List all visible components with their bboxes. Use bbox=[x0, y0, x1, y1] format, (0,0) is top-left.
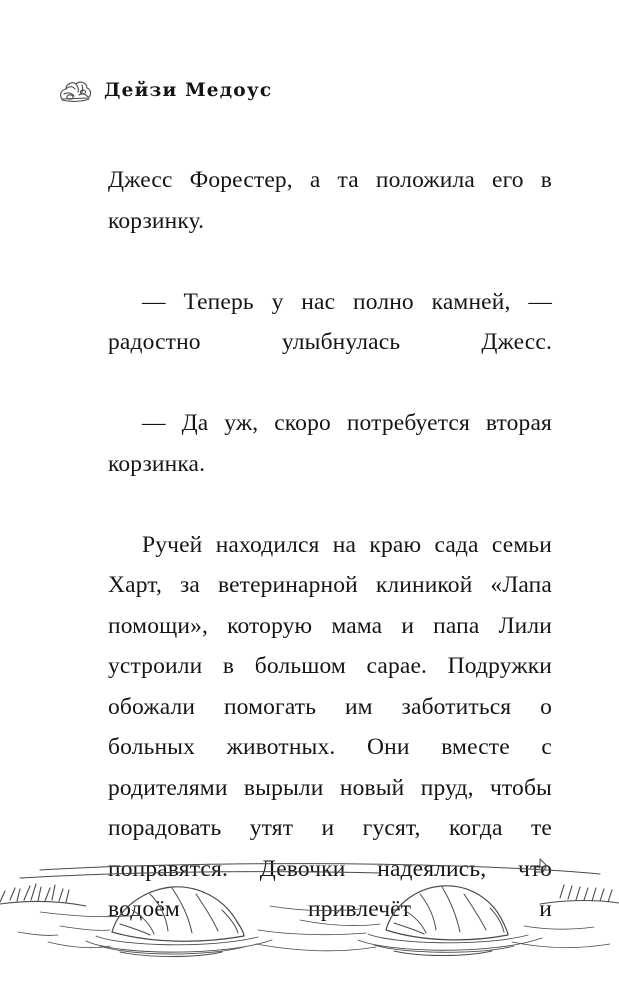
paragraph: Ручей находился на краю сада семьи Харт, за ветеринарной клиникой «Лапа помощи», которую мама и папа Лили устроили в большом сарае. Подружки обожали помогать им заботиться о больных животных. Они вместе с родителями вырыли новый пруд, чтобы порадовать утят и гусят, когда те поправятся. Девочки надеялись, что водоём привлечёт и bbox=[108, 531, 552, 922]
stream-with-stones-drawing bbox=[0, 834, 619, 964]
acorn-leaves-ornament-icon bbox=[56, 73, 94, 107]
paragraph: Джесс Форестер, а та положила его в корзинку. bbox=[108, 167, 552, 234]
paragraph: — Да уж, скоро потребуется вторая корзинка. bbox=[108, 410, 552, 477]
running-head-author: Дейзи Медоус bbox=[104, 79, 273, 101]
paragraph: — Теперь у нас полно камней, — радостно улыбнулась Джесс. bbox=[108, 288, 552, 355]
running-head bbox=[56, 68, 563, 112]
